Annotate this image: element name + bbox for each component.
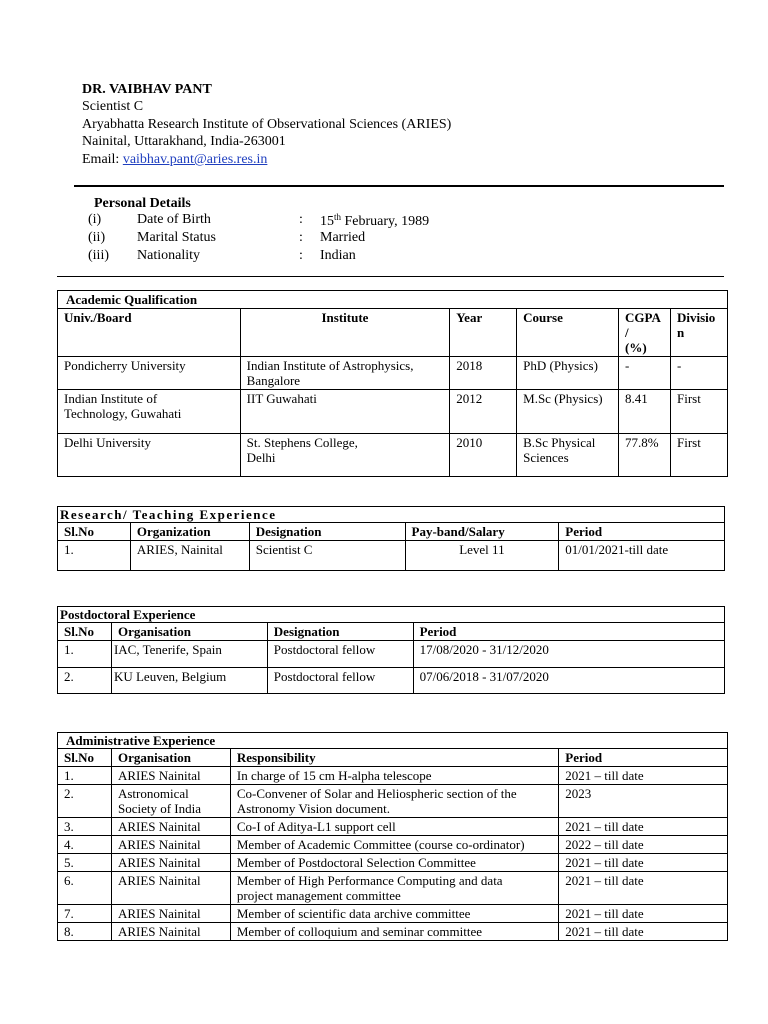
col-header: Responsibility (230, 749, 558, 767)
cell: 1. (58, 641, 112, 668)
table-row (58, 767, 728, 785)
cell: - (670, 357, 727, 390)
table-row (58, 923, 728, 941)
cell: 2. (58, 668, 112, 694)
cell: 2010 (450, 434, 517, 477)
row-value (320, 212, 429, 230)
table-row (58, 818, 728, 836)
row-number: (i) (88, 212, 102, 227)
col-header: Period (559, 523, 725, 541)
research-header-row (58, 523, 725, 541)
col-header: Sl.No (58, 749, 112, 767)
cell: Member of colloquium and seminar committee (230, 923, 558, 941)
table-row (58, 434, 728, 477)
col-header: CGPA / (%) (619, 309, 671, 357)
cell: Pondicherry University (58, 357, 241, 390)
cell: 2. (58, 785, 112, 818)
admin-table (57, 732, 728, 941)
cell: 2021 – till date (559, 767, 728, 785)
dob-rest: February, 1989 (341, 214, 430, 229)
col-header: Designation (267, 623, 413, 641)
table-row (58, 905, 728, 923)
cell: IAC, Tenerife, Spain (111, 641, 267, 668)
col-header: Institute (240, 309, 450, 357)
email-line (82, 151, 267, 168)
research-table (57, 506, 725, 571)
cell: Delhi University (58, 434, 241, 477)
cell: ARIES Nainital (111, 854, 230, 872)
cell: 17/08/2020 - 31/12/2020 (413, 641, 724, 668)
cell: ARIES Nainital (111, 905, 230, 923)
cell: Member of Postdoctoral Selection Committee (230, 854, 558, 872)
col-header: Sl.No (58, 523, 131, 541)
cell: 1. (58, 541, 131, 571)
cell: 2012 (450, 390, 517, 434)
cell: ARIES Nainital (111, 836, 230, 854)
cell: ARIES Nainital (111, 767, 230, 785)
academic-title: Academic Qualification (58, 291, 728, 309)
cell: 2021 – till date (559, 905, 728, 923)
cell: Scientist C (249, 541, 405, 571)
cell: 07/06/2018 - 31/07/2020 (413, 668, 724, 694)
cell: 8. (58, 923, 112, 941)
cell: IIT Guwahati (240, 390, 450, 434)
personal-details-title: Personal Details (94, 196, 191, 211)
cell: B.Sc Physical Sciences (517, 434, 619, 477)
cell: Member of Academic Committee (course co-ordinator) (230, 836, 558, 854)
row-number: (iii) (88, 248, 109, 263)
cell: First (670, 390, 727, 434)
cell: 3. (58, 818, 112, 836)
cell: 8.41 (619, 390, 671, 434)
position-title: Scientist C (82, 99, 144, 114)
cell: ARIES, Nainital (130, 541, 249, 571)
cell: 2023 (559, 785, 728, 818)
cell: 2021 – till date (559, 923, 728, 941)
table-row (58, 641, 725, 668)
cell: Postdoctoral fellow (267, 668, 413, 694)
table-row (58, 854, 728, 872)
table-row (58, 541, 725, 571)
table-row (58, 357, 728, 390)
cell: 6. (58, 872, 112, 905)
col-header: Pay-band/Salary (405, 523, 559, 541)
cell: Co-I of Aditya-L1 support cell (230, 818, 558, 836)
personal-row-dob (0, 212, 768, 230)
cell: Indian Institute of Technology, Guwahati (58, 390, 241, 434)
cell: M.Sc (Physics) (517, 390, 619, 434)
cell: 2021 – till date (559, 854, 728, 872)
col-header: Sl.No (58, 623, 112, 641)
cell: Level 11 (405, 541, 559, 571)
email-label: Email: (82, 152, 120, 167)
dob-suffix: th (334, 212, 342, 222)
cell: ARIES Nainital (111, 923, 230, 941)
row-separator: : (299, 230, 303, 245)
col-header: Period (413, 623, 724, 641)
table-row (58, 668, 725, 694)
cell: 7. (58, 905, 112, 923)
cell: Indian Institute of Astrophysics, Bangalore (240, 357, 450, 390)
col-header: Organization (130, 523, 249, 541)
email-link[interactable]: vaibhav.pant@aries.res.in (122, 152, 268, 167)
row-value: Indian (320, 248, 356, 263)
address: Nainital, Uttarakhand, India-263001 (82, 134, 286, 149)
research-title: Research/ Teaching Experience (58, 507, 725, 523)
table-row (58, 836, 728, 854)
academic-table (57, 290, 728, 477)
row-label: Marital Status (137, 230, 216, 245)
personal-row-marital (0, 230, 768, 248)
col-header: Course (517, 309, 619, 357)
cell: 2018 (450, 357, 517, 390)
cell: 1. (58, 767, 112, 785)
table-row (58, 390, 728, 434)
col-header: Designation (249, 523, 405, 541)
table-row (58, 785, 728, 818)
cell: In charge of 15 cm H-alpha telescope (230, 767, 558, 785)
row-value: Married (320, 230, 366, 245)
cell: Member of High Performance Computing and data project management committee (230, 872, 558, 905)
row-separator: : (299, 248, 303, 263)
cell: KU Leuven, Belgium (111, 668, 267, 694)
personal-divider (57, 276, 724, 277)
academic-header-row (58, 309, 728, 357)
cell: ARIES Nainital (111, 818, 230, 836)
cell: Member of scientific data archive committee (230, 905, 558, 923)
admin-header-row (58, 749, 728, 767)
col-header: Year (450, 309, 517, 357)
cell: First (670, 434, 727, 477)
table-row (58, 872, 728, 905)
row-number: (ii) (88, 230, 106, 245)
postdoc-title: Postdoctoral Experience (58, 607, 725, 623)
admin-title: Administrative Experience (58, 733, 728, 749)
col-header: Univ./Board (58, 309, 241, 357)
cell: Astronomical Society of India (111, 785, 230, 818)
cell: Co-Convener of Solar and Heliospheric section of the Astronomy Vision document. (230, 785, 558, 818)
col-header: Divisio n (670, 309, 727, 357)
col-header: Period (559, 749, 728, 767)
row-separator: : (299, 212, 303, 227)
cell: 4. (58, 836, 112, 854)
cell: Postdoctoral fellow (267, 641, 413, 668)
col-header: Organisation (111, 623, 267, 641)
dob-day: 15 (320, 214, 334, 229)
row-label: Nationality (137, 248, 200, 263)
row-label: Date of Birth (137, 212, 211, 227)
header-divider (74, 185, 724, 187)
cell: 2021 – till date (559, 818, 728, 836)
cell: 01/01/2021-till date (559, 541, 725, 571)
personal-row-nationality (0, 248, 768, 266)
col-header: Organisation (111, 749, 230, 767)
cell: 2022 – till date (559, 836, 728, 854)
cell: 2021 – till date (559, 872, 728, 905)
person-name: DR. VAIBHAV PANT (82, 82, 212, 97)
institute-name: Aryabhatta Research Institute of Observational Sciences (ARIES) (82, 117, 452, 132)
postdoc-header-row (58, 623, 725, 641)
cell: 5. (58, 854, 112, 872)
cell: PhD (Physics) (517, 357, 619, 390)
cell: St. Stephens College, Delhi (240, 434, 450, 477)
cell: 77.8% (619, 434, 671, 477)
postdoc-table (57, 606, 725, 694)
cell: ARIES Nainital (111, 872, 230, 905)
cell: - (619, 357, 671, 390)
